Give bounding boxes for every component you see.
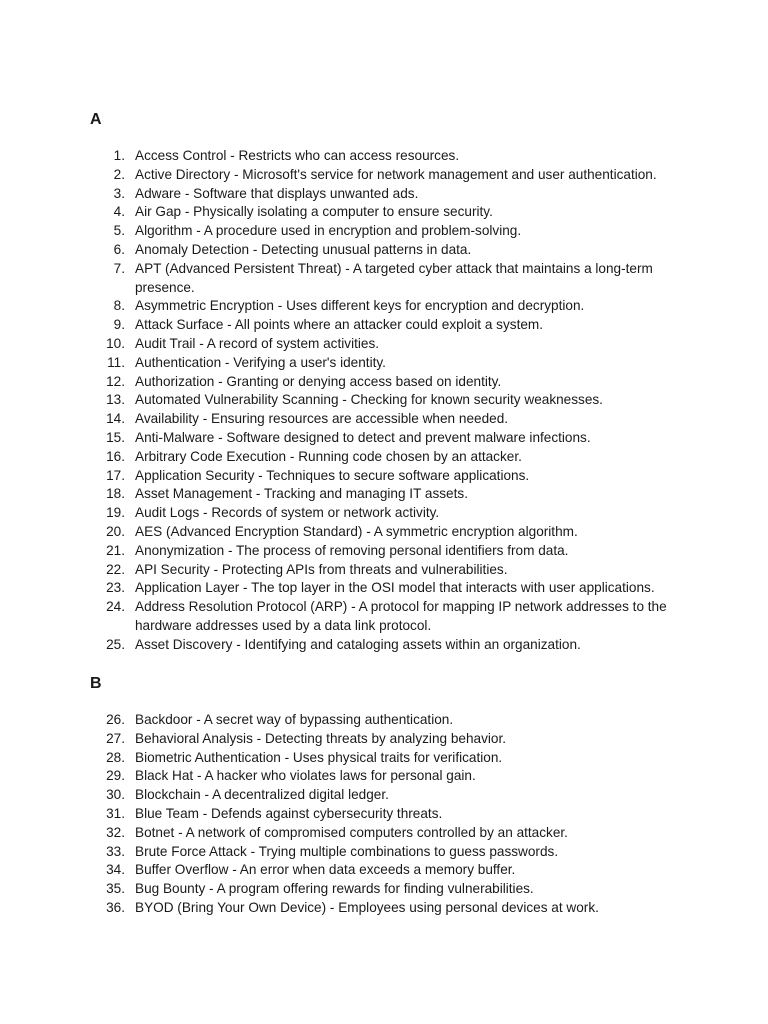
- list-item-number: 16.: [106, 448, 125, 464]
- list-item-text: Brute Force Attack - Trying multiple combinations to guess passwords.: [135, 843, 559, 859]
- list-item-text: Authorization - Granting or denying access based on identity.: [135, 373, 502, 389]
- list-item: [0, 579, 768, 598]
- section-heading: B: [90, 675, 102, 692]
- list-item-number: 12.: [106, 373, 125, 389]
- list-item: [0, 485, 768, 504]
- list-item-number: 8.: [113, 298, 125, 314]
- list-item-number: 36.: [106, 899, 125, 915]
- list-item-number: 15.: [106, 429, 125, 445]
- list-item-text: Asymmetric Encryption - Uses different keys for encryption and decryption.: [135, 298, 585, 314]
- list-item: [0, 373, 768, 392]
- list-item-number: 17.: [106, 467, 125, 483]
- list-item-text: APT (Advanced Persistent Threat) - A targeted cyber attack that maintains a long-term presence.: [135, 260, 653, 295]
- list-item: [0, 711, 768, 730]
- list-item: [0, 523, 768, 542]
- list-item: [0, 297, 768, 316]
- list-item-text: Access Control - Restricts who can access resources.: [135, 148, 460, 163]
- list-item-number: 22.: [106, 561, 125, 577]
- list-item-number: 13.: [106, 392, 125, 408]
- list-item-text: Air Gap - Physically isolating a computer to ensure security.: [135, 204, 493, 220]
- list-item-text: Backdoor - A secret way of bypassing authentication.: [135, 712, 454, 727]
- list-item-number: 35.: [106, 881, 125, 897]
- list-item-number: 31.: [106, 805, 125, 821]
- list-item: [0, 410, 768, 429]
- list-item-text: Application Layer - The top layer in the OSI model that interacts with user applications.: [135, 580, 655, 596]
- list-item: [0, 636, 768, 655]
- list-item-number: 21.: [106, 542, 125, 558]
- list-item-number: 10.: [106, 335, 125, 351]
- list-item-number: 29.: [106, 768, 125, 784]
- list-item-number: 24.: [106, 599, 125, 615]
- list-item-text: Arbitrary Code Execution - Running code chosen by an attacker.: [135, 448, 522, 464]
- list-item-text: Availability - Ensuring resources are accessible when needed.: [135, 411, 509, 427]
- list-item: [0, 749, 768, 768]
- list-item-number: 32.: [106, 824, 125, 840]
- list-item: [0, 147, 768, 166]
- list-item-text: Address Resolution Protocol (ARP) - A protocol for mapping IP network addresses to the hardware addresses used by a data link protocol.: [135, 599, 667, 633]
- list-item-number: 4.: [113, 204, 125, 220]
- list-item-text: API Security - Protecting APIs from threats and vulnerabilities.: [135, 561, 508, 577]
- list-item-number: 33.: [106, 843, 125, 859]
- list-item-number: 34.: [106, 862, 125, 878]
- list-item: [0, 166, 768, 185]
- list-item: [0, 222, 768, 241]
- list-item-text: Behavioral Analysis - Detecting threats by analyzing behavior.: [135, 730, 507, 746]
- list-item: [0, 805, 768, 824]
- list-item: [0, 429, 768, 448]
- list-item: [0, 203, 768, 222]
- list-item-text: Anonymization - The process of removing personal identifiers from data.: [135, 542, 569, 558]
- list-item-number: 11.: [107, 354, 125, 370]
- list-item-number: 5.: [113, 223, 125, 239]
- list-item-number: 25.: [106, 636, 125, 652]
- list-item-text: Bug Bounty - A program offering rewards for finding vulnerabilities.: [135, 881, 534, 897]
- list-item: [0, 880, 768, 899]
- list-item: [0, 824, 768, 843]
- list-item-text: Biometric Authentication - Uses physical traits for verification.: [135, 749, 503, 765]
- list-item: [0, 843, 768, 862]
- list-item-number: 2.: [113, 166, 125, 182]
- list-item-number: 23.: [106, 580, 125, 596]
- list-item: [0, 354, 768, 373]
- list-item-text: Application Security - Techniques to secure software applications.: [135, 467, 530, 483]
- term-list: [0, 711, 768, 918]
- list-item-text: BYOD (Bring Your Own Device) - Employees using personal devices at work.: [135, 899, 599, 915]
- list-item: [0, 260, 768, 298]
- section-heading: A: [90, 111, 102, 128]
- list-item-text: Anti-Malware - Software designed to detect and prevent malware infections.: [135, 429, 591, 445]
- list-item-text: Asset Management - Tracking and managing IT assets.: [135, 486, 468, 502]
- list-item: [0, 185, 768, 204]
- list-item-number: 30.: [106, 787, 125, 803]
- list-item-number: 9.: [113, 317, 125, 333]
- list-item-text: Audit Trail - A record of system activities.: [135, 335, 380, 351]
- list-item-number: 7.: [113, 260, 125, 276]
- list-item: [0, 861, 768, 880]
- list-item-text: Attack Surface - All points where an attacker could exploit a system.: [135, 317, 544, 333]
- list-item-text: Authentication - Verifying a user's identity.: [135, 354, 386, 370]
- list-item: [0, 767, 768, 786]
- list-item-text: Anomaly Detection - Detecting unusual patterns in data.: [135, 241, 472, 257]
- list-item-number: 27.: [106, 730, 125, 746]
- list-item-text: Blue Team - Defends against cybersecurity threats.: [135, 805, 443, 821]
- list-item: [0, 335, 768, 354]
- list-item-text: Algorithm - A procedure used in encryption and problem-solving.: [135, 223, 522, 239]
- list-item-text: Adware - Software that displays unwanted ads.: [135, 185, 419, 201]
- list-item-number: 18.: [106, 486, 125, 502]
- list-item-text: Buffer Overflow - An error when data exceeds a memory buffer.: [135, 862, 516, 878]
- list-item: [0, 598, 768, 636]
- list-item-text: Black Hat - A hacker who violates laws for personal gain.: [135, 768, 476, 784]
- list-item-number: 28.: [106, 749, 125, 765]
- list-item-number: 20.: [106, 523, 125, 539]
- list-item-number: 1.: [113, 148, 125, 163]
- list-item: [0, 899, 768, 918]
- list-item-number: 6.: [113, 241, 125, 257]
- list-item: [0, 730, 768, 749]
- list-item: [0, 448, 768, 467]
- list-item-text: Audit Logs - Records of system or network activity.: [135, 505, 440, 521]
- list-item-number: 14.: [106, 411, 125, 427]
- term-list: [0, 147, 768, 655]
- list-item-text: Botnet - A network of compromised computers controlled by an attacker.: [135, 824, 568, 840]
- list-item-text: AES (Advanced Encryption Standard) - A symmetric encryption algorithm.: [135, 523, 578, 539]
- list-item-text: Active Directory - Microsoft's service for network management and user authentication.: [135, 166, 657, 182]
- list-item-number: 26.: [106, 712, 125, 727]
- list-item: [0, 786, 768, 805]
- list-item-text: Asset Discovery - Identifying and cataloging assets within an organization.: [135, 636, 581, 652]
- list-item: [0, 467, 768, 486]
- list-item-number: 3.: [113, 185, 125, 201]
- list-item-text: Blockchain - A decentralized digital ledger.: [135, 787, 389, 803]
- list-item-text: Automated Vulnerability Scanning - Checking for known security weaknesses.: [135, 392, 603, 408]
- list-item: [0, 316, 768, 335]
- list-item: [0, 542, 768, 561]
- list-item: [0, 241, 768, 260]
- list-item: [0, 504, 768, 523]
- list-item: [0, 391, 768, 410]
- list-item-number: 19.: [106, 505, 125, 521]
- list-item: [0, 561, 768, 580]
